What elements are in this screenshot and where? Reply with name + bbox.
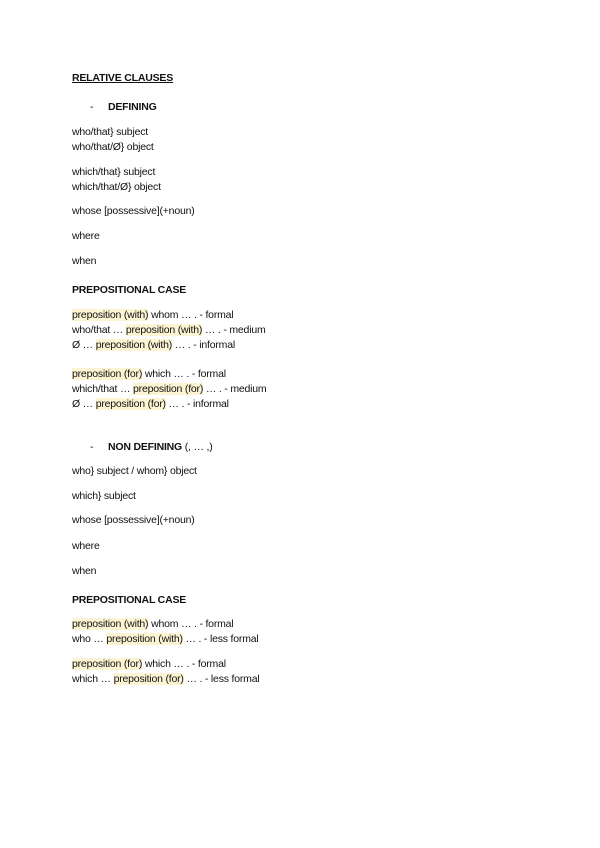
non-defining-where: where — [72, 540, 100, 552]
defining-heading-label: DEFINING — [108, 101, 157, 113]
highlight: preposition (with) — [125, 324, 203, 336]
prep-line: who … preposition (with) … . - less formal — [72, 633, 259, 645]
prep-line: who/that … preposition (with) … . - medium — [72, 324, 266, 336]
defining-which-object: which/that/Ø} object — [72, 181, 161, 193]
defining-who-object: who/that/Ø} object — [72, 141, 154, 153]
highlight: preposition (for) — [95, 398, 166, 410]
non-defining-prep-heading: PREPOSITIONAL CASE — [72, 594, 187, 606]
non-defining-prep-with-block — [72, 617, 259, 647]
defining-who-subject: who/that} subject — [72, 126, 148, 138]
non-defining-who: who} subject / whom} object — [72, 465, 197, 477]
defining-where: where — [72, 230, 100, 242]
highlight: preposition (for) — [133, 383, 204, 395]
non-defining-prep-for-block — [72, 657, 259, 687]
prep-line: preposition (for) which … . - formal — [72, 658, 226, 670]
defining-which-block — [72, 165, 161, 195]
prep-line: Ø … preposition (for) … . - informal — [72, 398, 229, 410]
non-defining-heading — [72, 441, 213, 455]
non-defining-which: which} subject — [72, 490, 136, 502]
defining-prep-heading: PREPOSITIONAL CASE — [72, 284, 187, 296]
defining-when: when — [72, 255, 97, 267]
document-title: RELATIVE CLAUSES — [72, 72, 174, 84]
non-defining-heading-label: NON DEFINING — [108, 441, 183, 453]
bullet-dash: - — [90, 441, 94, 453]
prep-line: Ø … preposition (with) … . - informal — [72, 339, 235, 351]
highlight: preposition (for) — [72, 658, 143, 670]
defining-prep-with-block — [72, 308, 266, 353]
prep-line: preposition (for) which … . - formal — [72, 368, 226, 380]
prep-line: preposition (with) whom … . - formal — [72, 618, 234, 630]
highlight: preposition (with) — [106, 633, 183, 645]
prep-line: which … preposition (for) … . - less formal — [72, 673, 260, 685]
highlight: preposition (with) — [72, 618, 149, 630]
prep-line: which/that … preposition (for) … . - medium — [72, 383, 267, 395]
highlight: preposition (for) — [72, 368, 143, 380]
non-defining-commas: (, … ,) — [182, 441, 213, 453]
defining-prep-for-block — [72, 367, 266, 412]
prep-line: preposition (with) whom … . - formal — [72, 309, 234, 321]
defining-whose: whose [possessive](+noun) — [72, 205, 195, 217]
highlight: preposition (with) — [72, 309, 149, 321]
highlight: preposition (with) — [95, 339, 173, 351]
defining-heading — [72, 101, 157, 115]
non-defining-whose: whose [possessive](+noun) — [72, 514, 195, 526]
defining-which-subject: which/that} subject — [72, 166, 156, 178]
bullet-dash: - — [90, 101, 94, 113]
highlight: preposition (for) — [113, 673, 184, 685]
non-defining-when: when — [72, 565, 97, 577]
defining-who-block — [72, 125, 154, 155]
